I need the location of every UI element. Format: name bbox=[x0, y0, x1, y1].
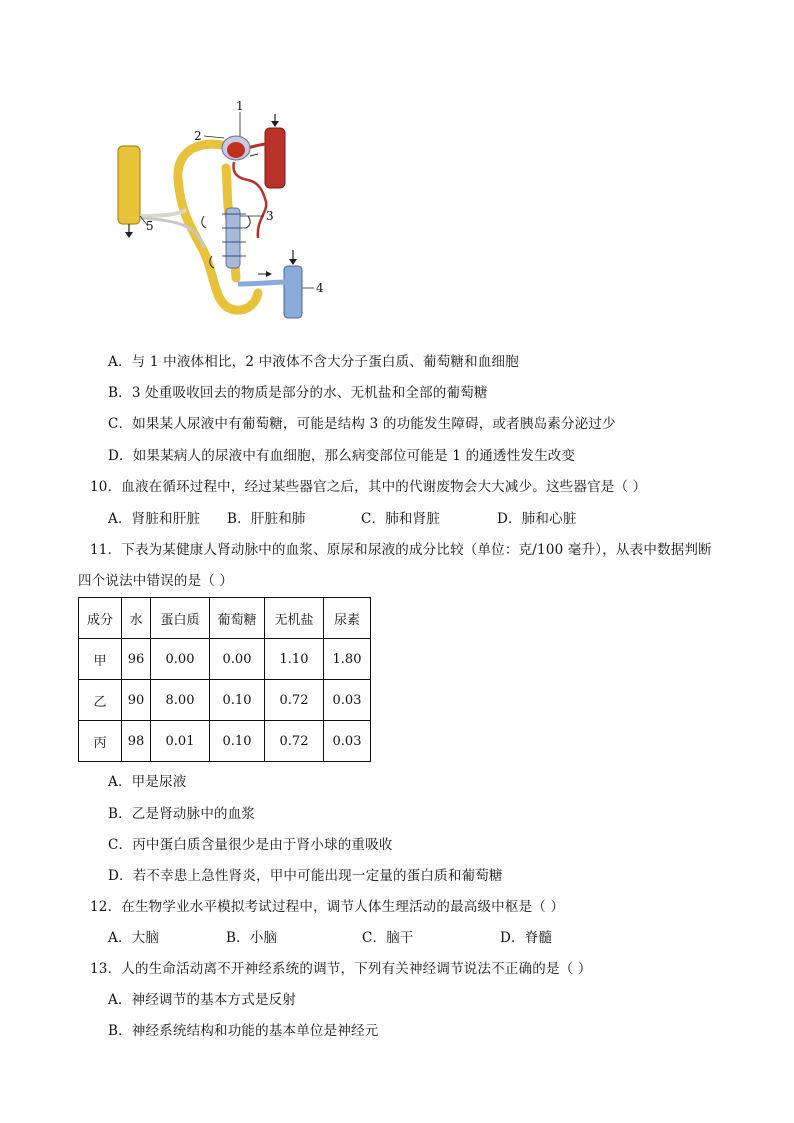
table-cell: 0.72 bbox=[265, 680, 324, 721]
table-cell: 0.00 bbox=[151, 639, 210, 680]
table-header: 无机盐 bbox=[265, 598, 324, 639]
q9-option-a: A．与 1 中液体相比，2 中液体不含大分子蛋白质、葡萄糖和血细胞 bbox=[108, 354, 519, 370]
table-cell: 甲 bbox=[79, 639, 122, 680]
table-cell: 1.10 bbox=[265, 639, 324, 680]
q10-option-d: D．肺和心脏 bbox=[497, 511, 577, 527]
table-cell: 98 bbox=[122, 721, 151, 762]
q10-options bbox=[108, 510, 577, 528]
figure-label-4: 4 bbox=[316, 281, 324, 295]
q13-option-b: B．神经系统结构和功能的基本单位是神经元 bbox=[108, 1023, 379, 1039]
q13-option-a: A．神经调节的基本方式是反射 bbox=[108, 992, 297, 1008]
table-header-row bbox=[79, 598, 371, 639]
table-header: 葡萄糖 bbox=[210, 598, 265, 639]
table-row bbox=[79, 639, 371, 680]
table-header: 成分 bbox=[79, 598, 122, 639]
table-cell: 0.03 bbox=[324, 721, 371, 762]
table-row bbox=[79, 680, 371, 721]
q12-stem: 12．在生物学业水平模拟考试过程中，调节人体生理活动的最高级中枢是（ ） bbox=[90, 899, 565, 915]
table-row bbox=[79, 721, 371, 762]
q9-option-c: C．如果某人尿液中有葡萄糖，可能是结构 3 的功能发生障碍，或者胰岛素分泌过少 bbox=[108, 416, 616, 432]
table-header: 蛋白质 bbox=[151, 598, 210, 639]
table-header: 水 bbox=[122, 598, 151, 639]
table-cell: 0.03 bbox=[324, 680, 371, 721]
table-cell: 乙 bbox=[79, 680, 122, 721]
nephron-diagram bbox=[108, 98, 338, 323]
table-cell: 0.01 bbox=[151, 721, 210, 762]
table-cell: 0.10 bbox=[210, 680, 265, 721]
table-cell: 0.00 bbox=[210, 639, 265, 680]
figure-label-3: 3 bbox=[266, 209, 274, 223]
q11-stem-line1: 11．下表为某健康人肾动脉中的血浆、原尿和尿液的成分比较（单位：克/100 毫升），从表中数据判断 bbox=[90, 542, 712, 558]
q10-option-a: A．肾脏和肝脏 bbox=[108, 511, 201, 527]
q12-options bbox=[108, 929, 552, 947]
figure-label-5: 5 bbox=[146, 219, 154, 233]
q10-stem: 10．血液在循环过程中，经过某些器官之后，其中的代谢废物会大大减少。这些器官是（ ） bbox=[90, 479, 647, 495]
q9-option-b: B．3 处重吸收回去的物质是部分的水、无机盐和全部的葡萄糖 bbox=[108, 385, 488, 401]
table-cell: 8.00 bbox=[151, 680, 210, 721]
q10-option-b: B．肝脏和肺 bbox=[227, 511, 306, 527]
q11-option-c: C．丙中蛋白质含量很少是由于肾小球的重吸收 bbox=[108, 837, 393, 853]
table-cell: 90 bbox=[122, 680, 151, 721]
table-cell: 96 bbox=[122, 639, 151, 680]
figure-label-1: 1 bbox=[236, 99, 244, 113]
table-cell: 0.72 bbox=[265, 721, 324, 762]
q11-option-d: D．若不幸患上急性肾炎，甲中可能出现一定量的蛋白质和葡萄糖 bbox=[108, 868, 503, 884]
q11-option-a: A．甲是尿液 bbox=[108, 774, 187, 790]
q11-stem-line2: 四个说法中错误的是（ ） bbox=[78, 573, 234, 589]
table-cell: 0.10 bbox=[210, 721, 265, 762]
q12-option-b: B．小脑 bbox=[226, 930, 278, 946]
q12-option-d: D．脊髓 bbox=[500, 930, 553, 946]
q13-stem: 13．人的生命活动离不开神经系统的调节，下列有关神经调节说法不正确的是（ ） bbox=[90, 961, 592, 977]
table-cell: 1.80 bbox=[324, 639, 371, 680]
q11-option-b: B．乙是肾动脉中的血浆 bbox=[108, 806, 256, 822]
q12-option-c: C．脑干 bbox=[362, 930, 414, 946]
table-cell: 丙 bbox=[79, 721, 122, 762]
q10-option-c: C．肺和肾脏 bbox=[361, 511, 441, 527]
q12-option-a: A．大脑 bbox=[108, 930, 160, 946]
composition-table bbox=[78, 597, 371, 762]
table-header: 尿素 bbox=[324, 598, 371, 639]
figure-label-2: 2 bbox=[194, 129, 202, 143]
q9-option-d: D．如果某病人的尿液中有血细胞，那么病变部位可能是 1 的通透性发生改变 bbox=[108, 448, 576, 464]
